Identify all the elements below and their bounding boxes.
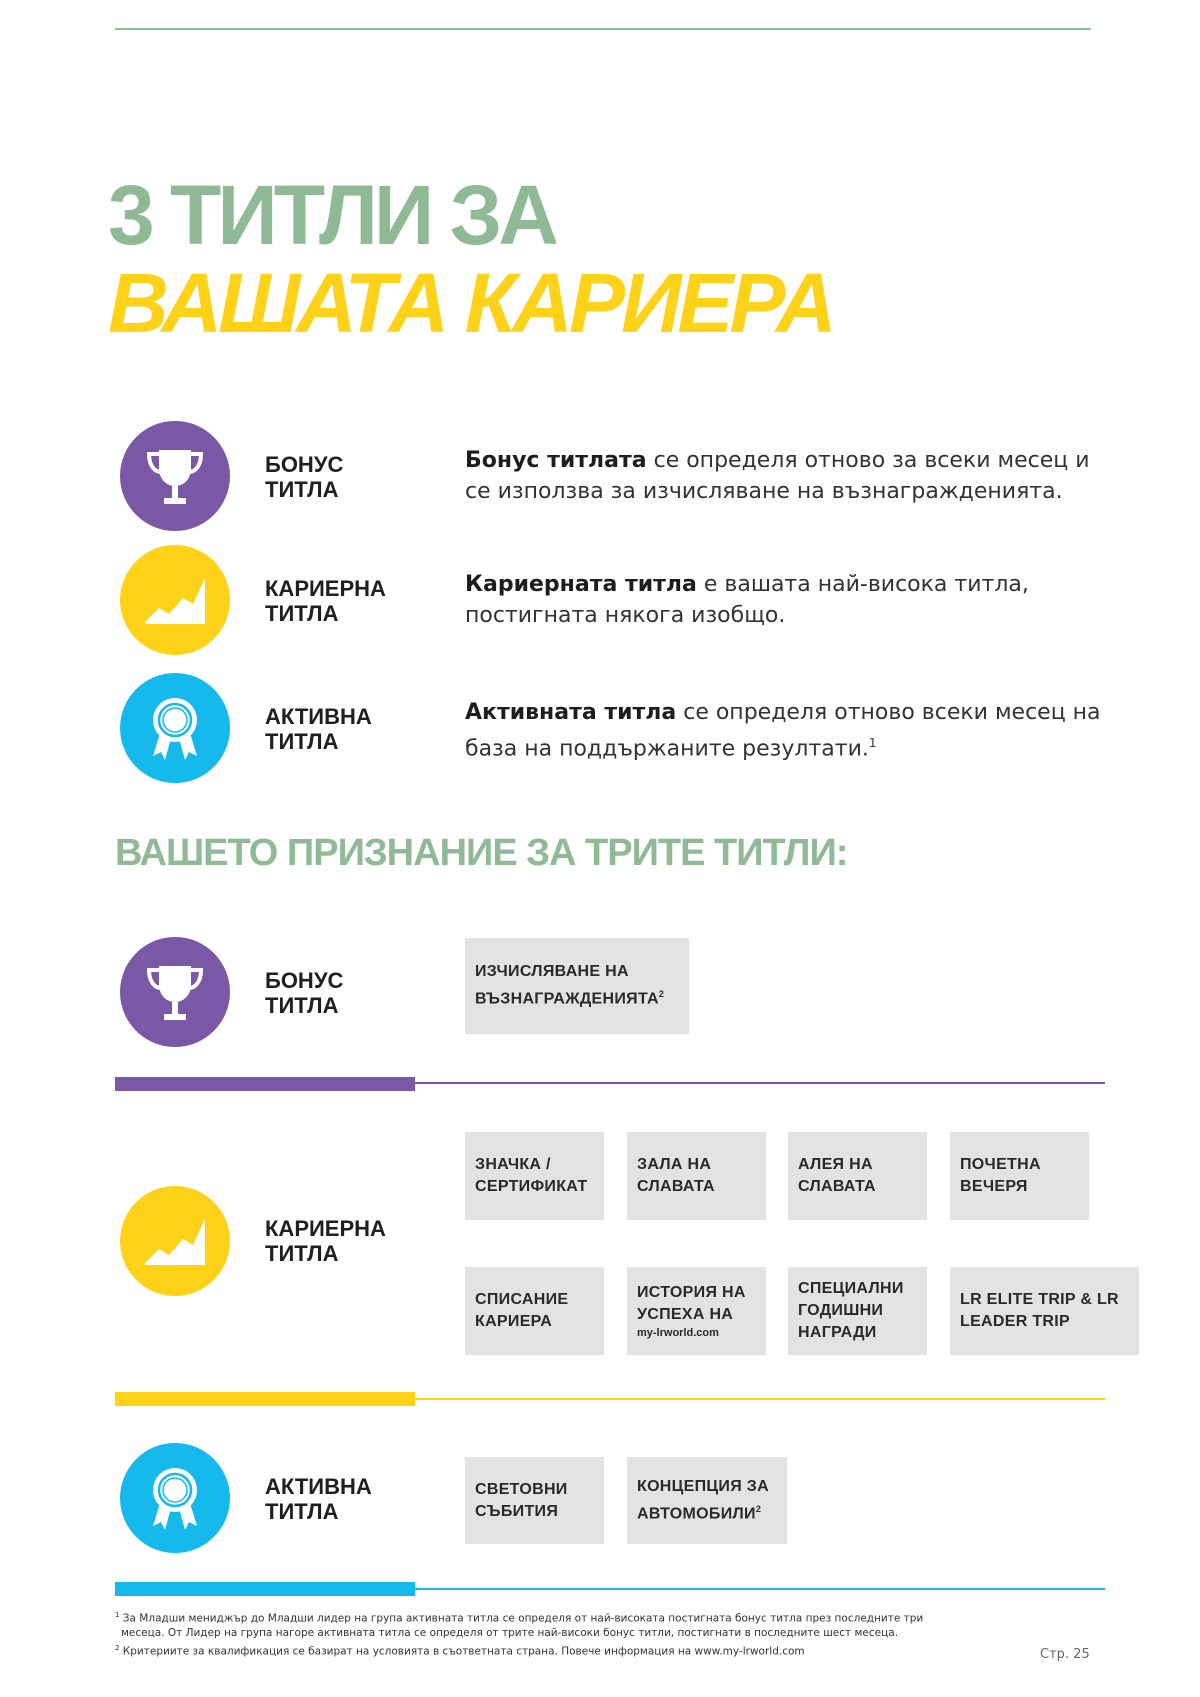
box-text-line2-value: ВЪЗНАГРАЖДЕНИЯТА bbox=[475, 990, 659, 1008]
box-text-line2: КАРИЕРА bbox=[475, 1313, 553, 1330]
box-text-line1: ИЗЧИСЛЯВАНЕ НА bbox=[475, 963, 629, 981]
career-title-label bbox=[265, 576, 386, 626]
recognition-heading: ВАШЕТО ПРИЗНАНИЕ ЗА ТРИТЕ ТИТЛИ: bbox=[115, 832, 848, 874]
career-recognition-label bbox=[265, 1216, 386, 1266]
bonus-title-desc-text: се определя отново за всеки месец и се използва за изчисляване на възнагражденията. bbox=[465, 448, 1090, 504]
bonus-divider-thick bbox=[115, 1077, 415, 1091]
box-footnote-ref: 2 bbox=[755, 1503, 762, 1514]
footnotes bbox=[115, 1608, 975, 1659]
recognition-box-annual-awards bbox=[788, 1267, 927, 1355]
box-text-line2: СЛАВАТА bbox=[637, 1178, 715, 1195]
footnote-1-line2: месеца. От Лидер на група нагоре активната титла се определя от трите най-високи бонус титли, постигнати в последните шест месеца. bbox=[121, 1627, 899, 1639]
box-text-line1: СВЕТОВНИ bbox=[475, 1480, 568, 1498]
footnote-1-marker: 1 bbox=[115, 1611, 120, 1619]
bonus-recognition-label-line1: БОНУС bbox=[265, 968, 344, 993]
box-text-website: my-lrworld.com bbox=[637, 1327, 719, 1339]
growth-chart-icon bbox=[137, 562, 213, 638]
box-text-line2: ВЕЧЕРЯ bbox=[960, 1178, 1028, 1195]
trophy-icon bbox=[137, 438, 213, 514]
bonus-title-desc-bold: Бонус титлата bbox=[465, 448, 647, 473]
career-divider-thin bbox=[415, 1398, 1105, 1400]
active-divider-thin bbox=[415, 1588, 1105, 1590]
active-title-badge bbox=[120, 673, 230, 783]
footnote-2 bbox=[115, 1641, 975, 1659]
active-title-label-line2: ТИТЛА bbox=[265, 729, 339, 754]
active-title-label bbox=[265, 704, 372, 754]
footnote-2-marker: 2 bbox=[115, 1643, 120, 1652]
box-text-line2: СЪБИТИЯ bbox=[475, 1502, 559, 1520]
bonus-recognition-label bbox=[265, 968, 343, 1018]
box-text-line2: УСПЕХА НА bbox=[637, 1306, 734, 1323]
career-title-desc-text: е вашата най-висока титла, постигната някога изобщо. bbox=[465, 572, 1029, 628]
box-text-line1: ПОЧЕТНА bbox=[960, 1156, 1041, 1173]
recognition-box-honorary-dinner bbox=[950, 1132, 1089, 1220]
box-footnote-ref: 2 bbox=[658, 989, 665, 1000]
recognition-box-hall-of-fame bbox=[627, 1132, 766, 1220]
bonus-title-label-line2: ТИТЛА bbox=[265, 477, 339, 502]
recognition-box-remuneration bbox=[465, 938, 689, 1034]
box-text-line1: ЗАЛА НА bbox=[637, 1156, 712, 1173]
career-recognition-label-line1: КАРИЕРНА bbox=[265, 1216, 386, 1241]
active-recognition-badge bbox=[120, 1443, 230, 1553]
recognition-box-world-events bbox=[465, 1457, 604, 1544]
active-title-desc-footnote-ref: 1 bbox=[868, 736, 877, 750]
award-ribbon-icon bbox=[137, 690, 213, 766]
career-recognition-label-line2: ТИТЛА bbox=[265, 1241, 339, 1266]
career-title-badge bbox=[120, 545, 230, 655]
active-recognition-label-line2: ТИТЛА bbox=[265, 1499, 339, 1524]
active-recognition-label-line1: АКТИВНА bbox=[265, 1474, 372, 1499]
top-divider bbox=[115, 28, 1091, 30]
box-text-line2 bbox=[475, 983, 679, 1010]
box-text-line2-value: АВТОМОБИЛИ bbox=[637, 1505, 756, 1523]
recognition-box-walk-of-fame bbox=[788, 1132, 927, 1220]
footnote-1-line1 bbox=[115, 1608, 975, 1626]
box-text-line1: ИСТОРИЯ НА bbox=[637, 1284, 746, 1301]
active-title-description bbox=[465, 697, 1105, 764]
trophy-icon bbox=[137, 954, 213, 1030]
box-text-line2: ГОДИШНИ bbox=[798, 1302, 884, 1319]
box-text-line1: СПИСАНИЕ bbox=[475, 1291, 569, 1308]
award-ribbon-icon bbox=[137, 1460, 213, 1536]
career-title-label-line2: ТИТЛА bbox=[265, 601, 339, 626]
active-recognition-label bbox=[265, 1474, 372, 1524]
active-title-desc-bold: Активната титла bbox=[465, 700, 677, 725]
career-recognition-badge bbox=[120, 1186, 230, 1296]
bonus-recognition-label-line2: ТИТЛА bbox=[265, 993, 339, 1018]
hero-title-line2: ВАШАТА КАРИЕРА bbox=[108, 256, 833, 350]
page-number: Стр. 25 bbox=[1040, 1647, 1090, 1662]
box-text-line1: АЛЕЯ НА bbox=[798, 1156, 873, 1173]
recognition-box-success-story bbox=[627, 1267, 766, 1355]
box-text-line2 bbox=[637, 1498, 777, 1525]
active-title-desc-text: се определя отново всеки месец на база на поддържаните резултати. bbox=[465, 700, 1101, 762]
recognition-box-elite-leader-trip bbox=[950, 1267, 1139, 1355]
bonus-title-label bbox=[265, 452, 343, 502]
hero-title-line1: 3 ТИТЛИ ЗА bbox=[108, 168, 555, 262]
bonus-title-badge bbox=[120, 421, 230, 531]
recognition-box-badge-certificate bbox=[465, 1132, 604, 1220]
growth-chart-icon bbox=[137, 1203, 213, 1279]
active-divider-thick bbox=[115, 1582, 415, 1596]
box-text-line2: LEADER TRIP bbox=[960, 1313, 1070, 1330]
bonus-title-label-line1: БОНУС bbox=[265, 452, 344, 477]
box-text-line2: СЕРТИФИКАТ bbox=[475, 1178, 588, 1195]
footnote-1-text-a: За Младши мениджър до Младши лидер на група активната титла се определя от най-високата постигната бонус титла през последните три bbox=[119, 1612, 924, 1625]
box-text-line1: LR ELITE TRIP & LR bbox=[960, 1291, 1119, 1308]
career-divider-thick bbox=[115, 1392, 415, 1406]
box-text-line3: НАГРАДИ bbox=[798, 1324, 877, 1341]
box-text-line1: ЗНАЧКА / bbox=[475, 1156, 551, 1173]
career-title-desc-bold: Кариерната титла bbox=[465, 572, 697, 597]
footnote-2-text: Критериите за квалификация се базират на условията в съответната страна. Повече информация на www.my-lrworld.com bbox=[119, 1645, 805, 1657]
bonus-title-description bbox=[465, 445, 1105, 507]
career-title-description bbox=[465, 569, 1105, 631]
career-title-label-line1: КАРИЕРНА bbox=[265, 576, 386, 601]
recognition-box-car-concept bbox=[627, 1457, 787, 1544]
recognition-box-career-magazine bbox=[465, 1267, 604, 1355]
box-text-line2: СЛАВАТА bbox=[798, 1178, 876, 1195]
box-text-line1: КОНЦЕПЦИЯ ЗА bbox=[637, 1477, 769, 1495]
bonus-recognition-badge bbox=[120, 937, 230, 1047]
active-title-label-line1: АКТИВНА bbox=[265, 704, 372, 729]
bonus-divider-thin bbox=[415, 1082, 1105, 1084]
box-text-line1: СПЕЦИАЛНИ bbox=[798, 1280, 904, 1297]
